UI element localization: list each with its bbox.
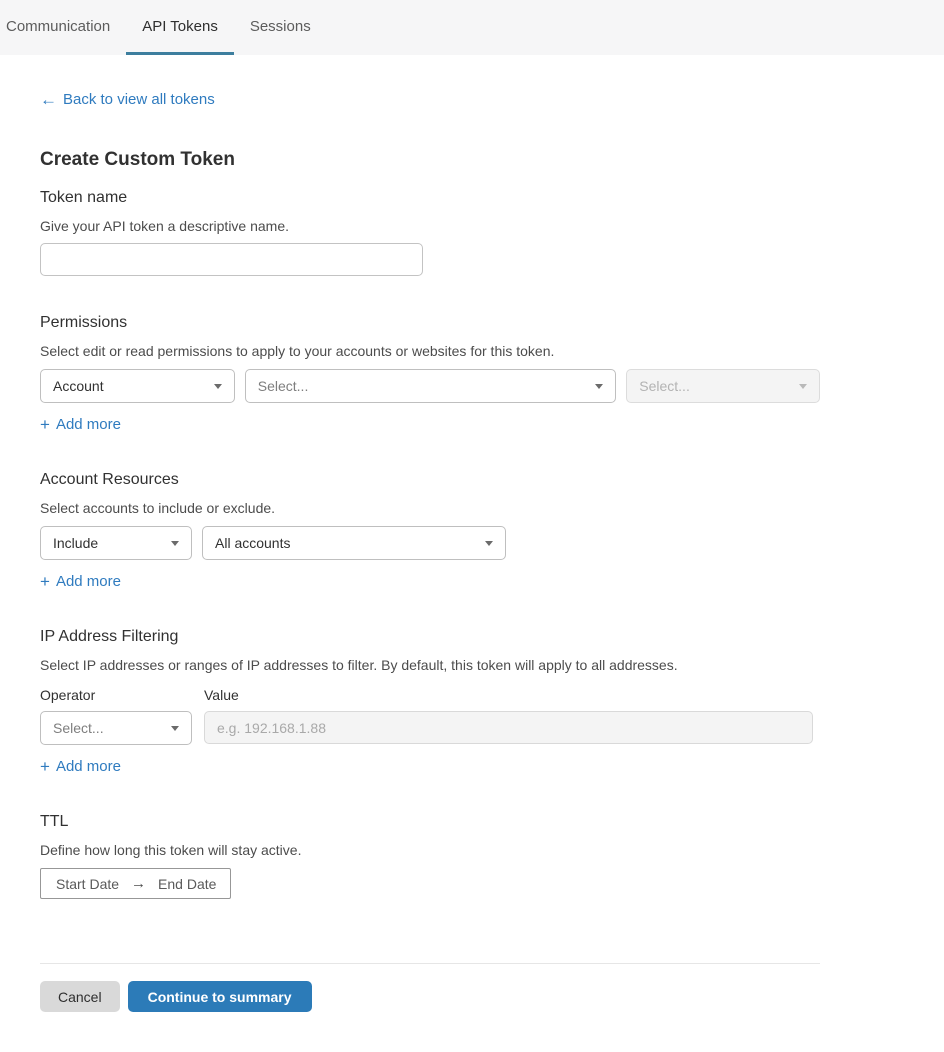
- include-exclude-select[interactable]: [40, 526, 192, 560]
- select-value: Include: [53, 535, 99, 551]
- ip-operator-select[interactable]: [40, 711, 192, 745]
- chevron-down-icon: [485, 541, 493, 546]
- plus-icon: +: [40, 572, 50, 591]
- end-date-label: End Date: [158, 875, 217, 892]
- ttl-date-range-picker[interactable]: [40, 868, 231, 899]
- footer-divider: [40, 963, 820, 964]
- arrow-right-icon: →: [131, 875, 147, 892]
- tab-label: API Tokens: [142, 17, 218, 35]
- ttl-description: Define how long this token will stay active.: [40, 842, 302, 858]
- chevron-down-icon: [171, 726, 179, 731]
- plus-icon: +: [40, 415, 50, 434]
- ip-filtering-add-more-link[interactable]: [40, 758, 121, 775]
- add-more-label: Add more: [55, 416, 121, 433]
- ip-filtering-row: [40, 711, 820, 745]
- account-resources-add-more-link[interactable]: [40, 573, 121, 590]
- ip-filtering-section: [40, 628, 820, 775]
- accounts-select[interactable]: [202, 526, 506, 560]
- permissions-heading: Permissions: [40, 314, 128, 331]
- plus-icon: +: [40, 757, 50, 776]
- tab-label: Sessions: [249, 17, 311, 35]
- tab-sessions[interactable]: [234, 0, 327, 55]
- chevron-down-icon: [171, 541, 179, 546]
- account-resources-section: [40, 471, 820, 590]
- footer-actions: [40, 981, 820, 1012]
- main-content: [0, 55, 860, 1052]
- token-name-heading: Token name: [40, 189, 128, 206]
- account-resources-description: Select accounts to include or exclude.: [40, 500, 276, 516]
- chevron-down-icon: [214, 384, 222, 389]
- permission-scope-select[interactable]: [40, 369, 235, 403]
- permissions-section: [40, 314, 820, 433]
- page-title: Create Custom Token: [40, 149, 235, 170]
- select-placeholder: Select...: [639, 378, 690, 394]
- select-placeholder: Select...: [257, 378, 309, 394]
- permission-level-select: [626, 369, 820, 403]
- back-link-label: Back to view all tokens: [63, 91, 215, 108]
- permission-group-select[interactable]: [245, 369, 617, 403]
- start-date-label: Start Date: [56, 875, 120, 892]
- tab-api-tokens[interactable]: [126, 0, 234, 55]
- account-resources-row: [40, 526, 820, 560]
- token-name-description: Give your API token a descriptive name.: [40, 218, 290, 234]
- tab-communication[interactable]: [6, 0, 126, 55]
- token-name-input[interactable]: [40, 243, 423, 276]
- permissions-row: [40, 369, 820, 403]
- select-placeholder: Select...: [53, 720, 104, 736]
- chevron-down-icon: [799, 384, 807, 389]
- ttl-section: [40, 813, 820, 899]
- back-to-tokens-link[interactable]: [40, 91, 215, 108]
- chevron-down-icon: [595, 384, 603, 389]
- ip-filtering-heading: IP Address Filtering: [40, 628, 179, 645]
- cancel-button[interactable]: Cancel: [40, 981, 120, 1012]
- operator-label: Operator: [40, 687, 96, 703]
- tab-bar: [0, 0, 944, 55]
- ip-field-labels: [40, 687, 820, 703]
- add-more-label: Add more: [55, 573, 121, 590]
- select-value: All accounts: [215, 535, 291, 551]
- value-label: Value: [204, 687, 239, 703]
- account-resources-heading: Account Resources: [40, 471, 179, 488]
- back-arrow-icon: ←: [40, 90, 57, 109]
- ip-filtering-description: Select IP addresses or ranges of IP addresses to filter. By default, this token will apply to all addresses.: [40, 657, 678, 673]
- add-more-label: Add more: [55, 758, 121, 775]
- continue-to-summary-button[interactable]: Continue to summary: [128, 981, 312, 1012]
- select-value: Account: [53, 378, 104, 394]
- token-name-section: [40, 189, 820, 276]
- ttl-heading: TTL: [40, 813, 69, 830]
- ip-value-input[interactable]: [204, 711, 813, 744]
- permissions-description: Select edit or read permissions to apply to your accounts or websites for this token.: [40, 343, 555, 359]
- tab-label: Communication: [6, 17, 111, 35]
- permissions-add-more-link[interactable]: [40, 416, 121, 433]
